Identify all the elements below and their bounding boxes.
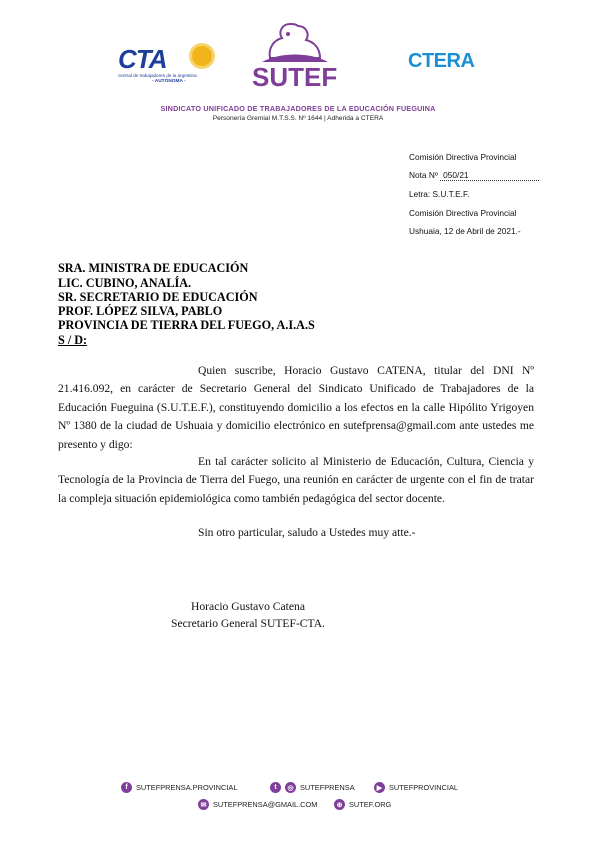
globe-icon: ⊕	[334, 799, 345, 810]
instagram-icon: ◎	[285, 782, 296, 793]
meta-commission-2: Comisión Directiva Provincial	[409, 208, 517, 218]
org-registration: Personería Gremial M.T.S.S. Nº 1644 | Adherida a CTERA	[212, 115, 384, 122]
meta-date: Ushuaia, 12 de Abril de 2021.-	[409, 226, 521, 236]
youtube-icon: ▶	[374, 782, 385, 793]
sutef-logo	[250, 22, 342, 90]
meta-commission: Comisión Directiva Provincial	[409, 152, 517, 162]
sutef-emblem-icon	[260, 22, 330, 66]
footer-youtube-text: SUTEFPROVINCIAL	[389, 783, 458, 792]
footer-twitter-text: SUTEFPRENSA	[300, 783, 355, 792]
body-paragraph-2	[58, 453, 534, 508]
ctera-logo: CTERA	[408, 50, 475, 72]
cta-logo	[118, 46, 214, 86]
email-icon: ✉	[198, 799, 209, 810]
meta-nota	[409, 170, 539, 181]
footer-web[interactable]	[334, 799, 391, 810]
footer-twitter-instagram[interactable]	[270, 782, 355, 793]
closing-line: Sin otro particular, saludo a Ustedes muy atte.-	[198, 526, 416, 539]
cta-logo-subtitle: central de trabajadores de la argentina	[118, 73, 197, 78]
footer-web-text: SUTEF.ORG	[349, 800, 392, 809]
footer-youtube[interactable]	[374, 782, 458, 793]
nota-label: Nota Nº	[409, 170, 438, 180]
sun-icon	[192, 46, 212, 66]
meta-letra: Letra: S.U.T.E.F.	[409, 189, 470, 199]
footer-email[interactable]	[198, 799, 317, 810]
signature-title: Secretario General SUTEF-CTA.	[171, 617, 325, 630]
addressee-line-1: SRA. MINISTRA DE EDUCACIÓN	[58, 261, 249, 275]
body-paragraph-1	[58, 362, 534, 454]
nota-value: 050/21	[440, 170, 539, 181]
addressee-line-5: PROVINCIA DE TIERRA DEL FUEGO, A.I.A.S	[58, 318, 315, 332]
facebook-icon: f	[121, 782, 132, 793]
body-paragraph-2-text: En tal carácter solicito al Ministerio de Educación, Cultura, Ciencia y Tecnología de la Provincia de Tierra del Fuego, una reunión en carácter de urgente con el fin de tratar la compleja situación epidemiológica como también pedagógica del sector docente.	[58, 455, 534, 505]
cta-logo-tagline: - AUTÓNOMA -	[152, 79, 186, 84]
footer-facebook[interactable]	[121, 782, 237, 793]
addressee-line-3: SR. SECRETARIO DE EDUCACIÓN	[58, 290, 258, 304]
addressee-line-2: LIC. CUBINO, ANALÍA.	[58, 276, 192, 290]
signature-name: Horacio Gustavo Catena	[191, 600, 305, 613]
sutef-logo-word: SUTEF	[252, 62, 338, 92]
body-paragraph-1-text: Quien suscribe, Horacio Gustavo CATENA, titular del DNI Nº 21.416.092, en carácter de Secretario General del Sindicato Unificado de Trabajadores de la Educación Fueguina (S.U.T.E.F.), constituyendo domicilio a los efectos en la calle Hipólito Yrigoyen Nº 1380 de la ciudad de Ushuaia y domicilio electrónico en sutefprensa@gmail.com ante ustedes me presento y digo:	[58, 364, 534, 451]
cta-logo-word: CTA	[118, 44, 167, 74]
footer-facebook-text: SUTEFPRENSA.PROVINCIAL	[136, 783, 238, 792]
footer-email-text: SUTEFPRENSA@GMAIL.COM	[213, 800, 318, 809]
org-name: SINDICATO UNIFICADO DE TRABAJADORES DE LA EDUCACIÓN FUEGUINA	[160, 104, 436, 113]
addressee-line-4: PROF. LÓPEZ SILVA, PABLO	[58, 304, 223, 318]
twitter-icon: t	[270, 782, 281, 793]
addressee-sd: S / D:	[58, 333, 88, 347]
